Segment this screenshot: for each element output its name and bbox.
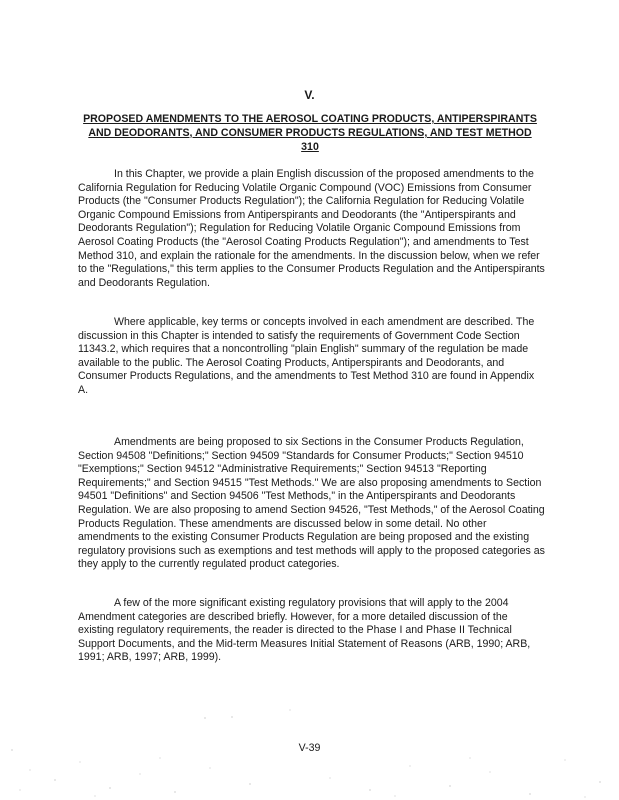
paragraph [78, 597, 546, 665]
paragraph-text: A few of the more significant existing regulatory provisions that will apply to the 2004 Amendment categories are described briefly. However, for a more detailed discussion of the existing regulatory requirements, the reader is directed to the Phase I and Phase II Technical Support Documents, and the Mid-term Measures Initial Statement of Reasons (ARB, 1990; ARB, 1991; ARB, 1997; ARB, 1999). [78, 597, 531, 664]
chapter-title: PROPOSED AMENDMENTS TO THE AEROSOL COATING PRODUCTS, ANTIPERSPIRANTS AND DEODORANTS, AND CONSUMER PRODUCTS REGULATIONS, AND TEST METHOD 310 [83, 113, 537, 153]
paragraph [78, 436, 546, 572]
paragraph [78, 316, 546, 398]
chapter-number: V. [304, 88, 315, 102]
paragraph-text: In this Chapter, we provide a plain English discussion of the proposed amendments to the California Regulation for Reducing Volatile Organic Compound (VOC) Emissions from Consumer Products (the "Consumer Products Regulation"); the California Regulation for Reducing Volatile Organic Compound Emissions from Antiperspirants and Deodorants (the "Antiperspirants and Deodorants Regulation"); Regulation for Reducing Volatile Organic Compound Emissions from Aerosol Coating Products (the "Aerosol Coating Products Regulation"); and amendments to Test Method 310, and explain the rationale for the amendments. In the discussion below, when we refer to the "Regulations," this term applies to the Consumer Products Regulation and the Antiperspirants and Deodorants Regulation. [78, 168, 545, 289]
paragraph-text: Where applicable, key terms or concepts involved in each amendment are described. The discussion in this Chapter is intended to satisfy the requirements of Government Code Section 11343.2, which requires that a noncontrolling "plain English" summary of the regulation be made available to the public. The Aerosol Coating Products, Antiperspirants and Deodorants, and Consumer Products Regulations, and the amendments to Test Method 310 are found in Appendix A. [78, 316, 535, 396]
page-number: V-39 [298, 742, 321, 754]
paragraph [78, 168, 546, 290]
paragraph-text: Amendments are being proposed to six Sections in the Consumer Products Regulation, Section 94508 "Definitions;" Section 94509 "Standards for Consumer Products;" Section 94510 "Exemptions;" Section 94512 "Administrative Requirements;" Section 94513 "Reporting Requirements;" and Section 94515 "Test Methods." We are also proposing amendments to Section 94501 "Definitions" and Section 94506 "Test Methods," in the Antiperspirants and Deodorants Regulation. We are also proposing to amend Section 94526, "Test Methods," of the Aerosol Coating Products Regulation. These amendments are discussed below in some detail. No other amendments to the existing Consumer Products Regulation are being proposed and the existing regulatory provisions such as exemptions and test methods will apply to the proposed categories as they apply to the currently regulated product categories. [78, 436, 545, 571]
